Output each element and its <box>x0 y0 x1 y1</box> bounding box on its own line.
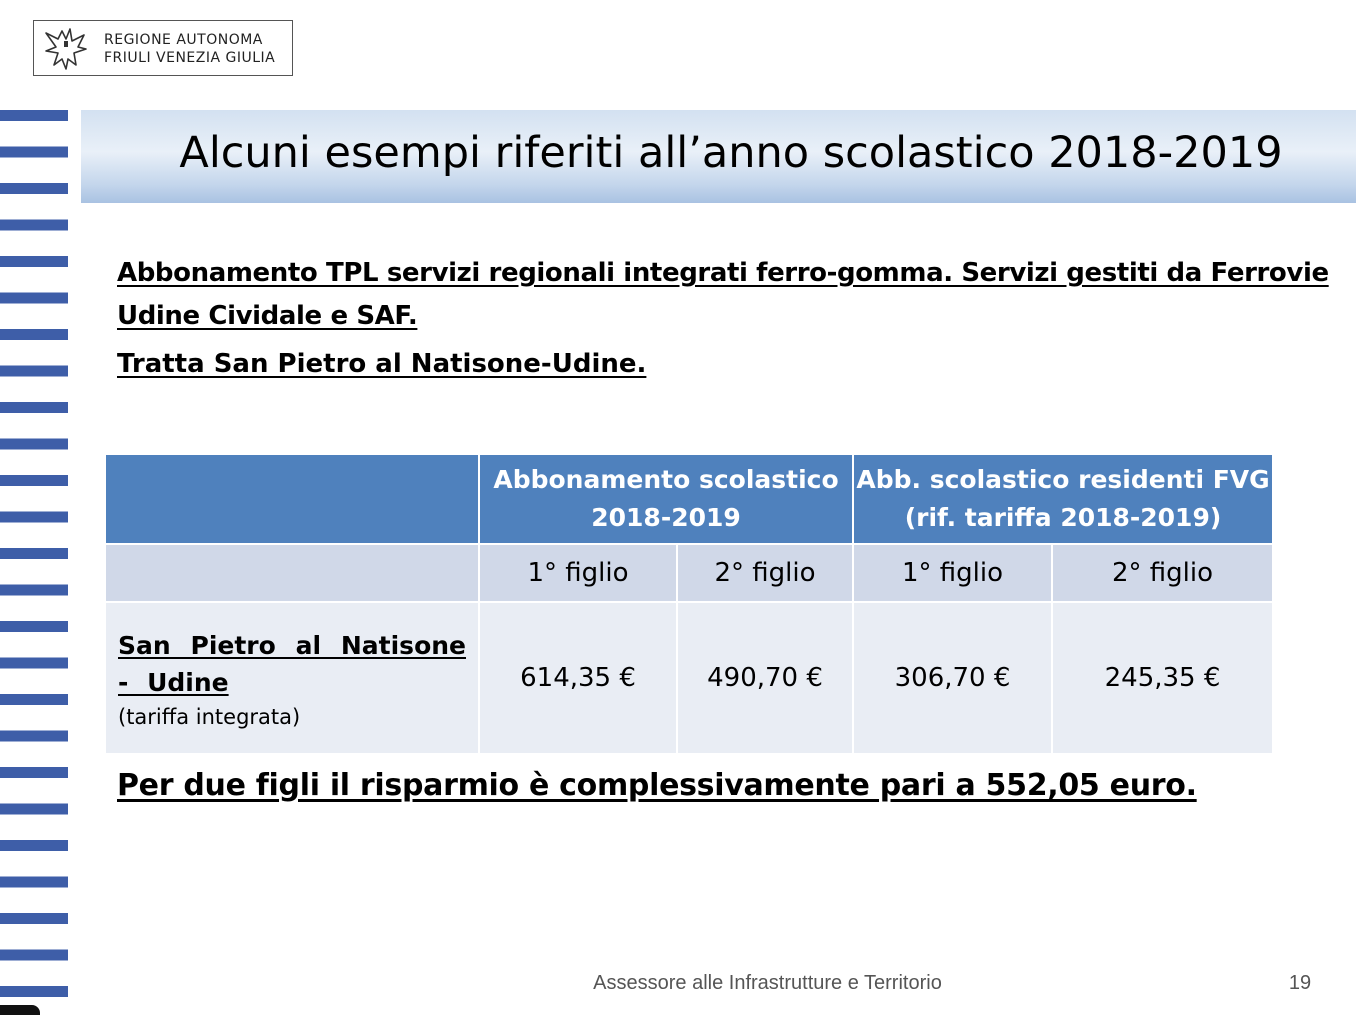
corner-mark <box>0 1005 40 1015</box>
subheader-cell: 1° figlio <box>479 544 677 602</box>
logo-text <box>104 31 275 67</box>
route-line: Tratta San Pietro al Natisone-Udine. <box>117 349 647 379</box>
price-cell: 490,70 € <box>677 602 853 754</box>
header-residenti-fvg: Abb. scolastico residenti FVG (rif. tariffa 2018-2019) <box>853 454 1273 544</box>
left-stripes-decoration <box>0 110 68 1010</box>
price-cell: 614,35 € <box>479 602 677 754</box>
slide-title: Alcuni esempi riferiti all’anno scolastico 2018-2019 <box>179 128 1283 178</box>
price-cell: 306,70 € <box>853 602 1052 754</box>
route-note: (tariffa integrata) <box>118 705 301 729</box>
table-header-row <box>105 454 1273 544</box>
intro-paragraph: Abbonamento TPL servizi regionali integrati ferro-gomma. Servizi gestiti da Ferrovie Udine Cividale e SAF. <box>117 258 1329 331</box>
subheader-cell: 2° figlio <box>1052 544 1273 602</box>
subheader-cell: 2° figlio <box>677 544 853 602</box>
logo-line-1: REGIONE AUTONOMA <box>104 32 263 48</box>
conclusion-text: Per due figli il risparmio è complessivamente pari a 552,05 euro. <box>117 768 1197 803</box>
region-logo <box>33 20 293 76</box>
price-cell: 245,35 € <box>1052 602 1273 754</box>
footer-text: Assessore alle Infrastrutture e Territorio <box>593 972 942 994</box>
eagle-emblem-icon <box>40 25 92 71</box>
logo-line-2: FRIULI VENEZIA GIULIA <box>104 50 276 66</box>
route-name: San Pietro al Natisone - Udine <box>118 631 466 697</box>
page-number: 19 <box>1288 972 1312 994</box>
header-abbonamento-scolastico: Abbonamento scolastico 2018-2019 <box>479 454 853 544</box>
table-subheader-row <box>105 544 1273 602</box>
subheader-cell: 1° figlio <box>853 544 1052 602</box>
route-cell <box>105 602 479 754</box>
subheader-blank <box>105 544 479 602</box>
tariff-table <box>104 453 1274 755</box>
table-row <box>105 602 1273 754</box>
header-blank <box>105 454 479 544</box>
title-band <box>81 110 1356 203</box>
